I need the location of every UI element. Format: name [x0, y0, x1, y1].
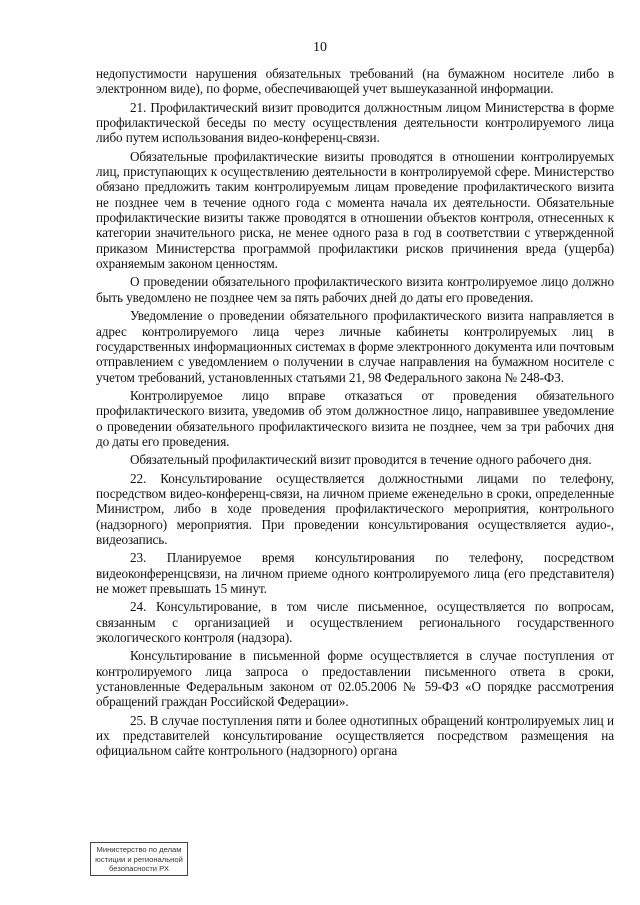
- paragraph: недопустимости нарушения обязательных требований (на бумажном носителе либо в электронном виде), по форме, обеспечивающей учет вышеуказанной информации.: [96, 66, 614, 97]
- paragraph: Обязательный профилактический визит проводится в течение одного рабочего дня.: [130, 452, 592, 468]
- paragraph: 22. Консультирование осуществляется должностными лицами по телефону, посредством видео-конференц-связи, на личном приеме еженедельно в сроки, определенные Министром, либо в ходе проведения профилактического мероприятия, контрольного (надзорного) мероприятия. При проведении консультирования осуществляется аудио-, видеозапись.: [96, 470, 614, 547]
- page-number: 10: [313, 40, 327, 55]
- registration-stamp: [90, 842, 188, 876]
- stamp-line: безопасности РХ: [109, 864, 169, 874]
- stamp-line: юстиции и региональной: [95, 854, 183, 864]
- paragraph: Консультирование в письменной форме осуществляется в случае поступления от контролируемого лица запроса о предоставлении письменного ответа в сроки, установленные Федеральным законом от 02.05.2006 № 59-ФЗ «О порядке рассмотрения обращений граждан Российской Федерации».: [96, 648, 614, 710]
- paragraph: 23. Планируемое время консультирования по телефону, посредством видеоконференцсвязи, на личном приеме одного контролируемого лица (его представителя) не может превышать 15 минут.: [96, 550, 614, 596]
- document-body: [96, 66, 614, 762]
- paragraph: О проведении обязательного профилактического визита контролируемое лицо должно быть уведомлено не позднее чем за пять рабочих дней до даты его проведения.: [96, 274, 614, 305]
- paragraph: 25. В случае поступления пяти и более однотипных обращений контролируемых лиц и их представителей консультирование осуществляется посредством размещения на официальном сайте контрольного (надзорного) органа: [96, 712, 614, 759]
- paragraph: Уведомление о проведении обязательного профилактического визита направляется в адрес контролируемого лица через личные кабинеты контролируемых лиц в государственных информационных системах в форме электронного документа или почтовым отправлением с уведомлением о получении в случае направления на бумажном носителе с учетом требований, установленных статьями 21, 98 Федерального закона № 248-ФЗ.: [96, 308, 614, 385]
- paragraph: Контролируемое лицо вправе отказаться от проведения обязательного профилактического визита, уведомив об этом должностное лицо, направившее уведомление о проведении обязательного профилактического визита не позднее, чем за три рабочих дня до даты его проведения.: [96, 387, 614, 449]
- stamp-line: Министерство по делам: [96, 845, 182, 854]
- paragraph: 24. Консультирование, в том числе письменное, осуществляется по вопросам, связанным с организацией и осуществлением регионального государственного экологического контроля (надзора).: [96, 599, 614, 646]
- paragraph: 21. Профилактический визит проводится должностным лицом Министерства в форме профилактической беседы по месту осуществления деятельности контролируемого лица либо путем использования видео-конференц-связи.: [96, 99, 614, 146]
- paragraph: Обязательные профилактические визиты проводятся в отношении контролируемых лиц, приступающих к осуществлению деятельности в контролируемой сфере. Министерство обязано предложить таким контролируемым лицам проведение профилактического визита не позднее чем в течение одного года с момента начала их деятельности. Обязательные профилактические визиты также проводятся в отношении объектов контроля, отнесенных к категории значительного риска, не менее одного раза в год в соответствии с утвержденной приказом Министерства программой профилактики рисков причинения вреда (ущерба) охраняемым законом ценностям.: [96, 148, 614, 272]
